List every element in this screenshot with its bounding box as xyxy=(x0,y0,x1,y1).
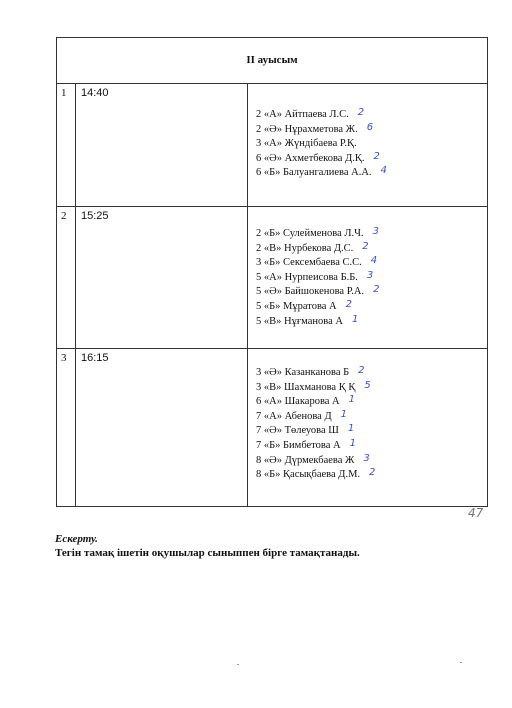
scan-speck xyxy=(237,664,239,665)
table-row xyxy=(57,349,488,507)
student-entry: 2 «Б» Сулейменова Л.Ч. xyxy=(256,228,364,239)
list-item xyxy=(256,137,487,152)
row-time: 14:40 xyxy=(76,84,248,207)
list-item xyxy=(256,285,487,300)
class-list xyxy=(256,207,487,329)
handwritten-mark: 2 xyxy=(362,240,369,252)
list-item xyxy=(256,395,487,410)
student-entry: 3 «Б» Сексембаева С.С. xyxy=(256,257,362,269)
handwritten-mark: 4 xyxy=(380,165,387,177)
student-entry: 8 «Ә» Дүрмекбаева Ж xyxy=(256,454,355,466)
student-entry: 3 «Ә» Казанканова Б xyxy=(256,367,350,378)
note-text: Тегін тамақ ішетін оқушылар сыныппен бірге тамақтанады. xyxy=(55,547,360,559)
note-title: Ескерту. xyxy=(55,533,98,545)
list-item xyxy=(256,123,487,138)
list-item xyxy=(256,166,487,181)
row-number: 2 xyxy=(57,207,76,349)
handwritten-mark: 2 xyxy=(357,107,365,118)
student-entry: 7 «Б» Бимбетова А xyxy=(256,439,341,451)
handwritten-mark: 2 xyxy=(358,365,365,376)
student-entry: 5 «А» Нурпеисова Б.Б. xyxy=(256,271,358,283)
note-block xyxy=(55,532,360,560)
list-item xyxy=(256,300,487,315)
student-entry: 2 «Ә» Нұрахметова Ж. xyxy=(256,123,358,135)
handwritten-mark: 3 xyxy=(363,452,370,464)
handwritten-page-number: 47 xyxy=(468,506,484,520)
class-list xyxy=(256,84,487,181)
shift-title: ІІ ауысым xyxy=(246,54,298,66)
list-item xyxy=(256,468,487,483)
student-entry: 3 «А» Жүндібаева Р.Қ. xyxy=(256,138,357,150)
list-item xyxy=(256,271,487,286)
list-item xyxy=(256,410,487,425)
handwritten-mark: 1 xyxy=(351,313,359,325)
list-item xyxy=(256,315,487,330)
handwritten-mark: 1 xyxy=(340,408,348,420)
handwritten-mark: 3 xyxy=(366,269,374,281)
class-list-cell xyxy=(248,349,488,507)
handwritten-mark: 1 xyxy=(349,437,356,449)
handwritten-mark: 1 xyxy=(348,394,356,406)
list-item xyxy=(256,152,487,167)
table-header-cell xyxy=(57,38,488,84)
row-number: 1 xyxy=(57,84,76,207)
student-entry: 2 «А» Айтпаева Л.С. xyxy=(256,109,349,120)
table-row xyxy=(57,84,488,207)
scan-speck xyxy=(460,662,462,663)
student-entry: 5 «Ә» Байшокенова Р.А. xyxy=(256,286,365,298)
student-entry: 3 «В» Шахманова Қ Қ xyxy=(256,381,356,393)
handwritten-mark: 2 xyxy=(345,298,353,310)
handwritten-mark: 2 xyxy=(373,284,380,296)
handwritten-mark: 2 xyxy=(369,467,376,479)
handwritten-mark: 6 xyxy=(366,121,374,133)
list-item xyxy=(256,366,487,381)
handwritten-mark: 4 xyxy=(370,255,378,267)
student-entry: 6 «А» Шакарова А xyxy=(256,396,340,408)
row-time: 15:25 xyxy=(76,207,248,349)
student-entry: 8 «Б» Қасықбаева Д.М. xyxy=(256,469,361,481)
class-list xyxy=(256,349,487,483)
student-entry: 7 «Ә» Төлеуова Ш xyxy=(256,425,339,437)
handwritten-mark: 1 xyxy=(347,423,355,435)
list-item xyxy=(256,424,487,439)
list-item xyxy=(256,227,487,242)
handwritten-mark: 5 xyxy=(364,379,371,391)
student-entry: 5 «Б» Мұратова А xyxy=(256,300,337,312)
student-entry: 7 «А» Абенова Д xyxy=(256,410,332,422)
handwritten-mark: 3 xyxy=(372,226,379,237)
row-number: 3 xyxy=(57,349,76,507)
table-header-row xyxy=(57,38,488,84)
list-item xyxy=(256,439,487,454)
student-entry: 2 «В» Нурбекова Д.С. xyxy=(256,242,354,254)
student-entry: 6 «Б» Балуангалиева А.А. xyxy=(256,167,372,179)
student-entry: 5 «В» Нұғманова А xyxy=(256,315,343,327)
row-time: 16:15 xyxy=(76,349,248,507)
class-list-cell xyxy=(248,84,488,207)
table-row xyxy=(57,207,488,349)
schedule-table xyxy=(56,37,488,507)
handwritten-mark: 2 xyxy=(373,150,380,162)
student-entry: 6 «Ә» Ахметбекова Д.Қ. xyxy=(256,152,365,164)
class-list-cell xyxy=(248,207,488,349)
list-item xyxy=(256,381,487,396)
